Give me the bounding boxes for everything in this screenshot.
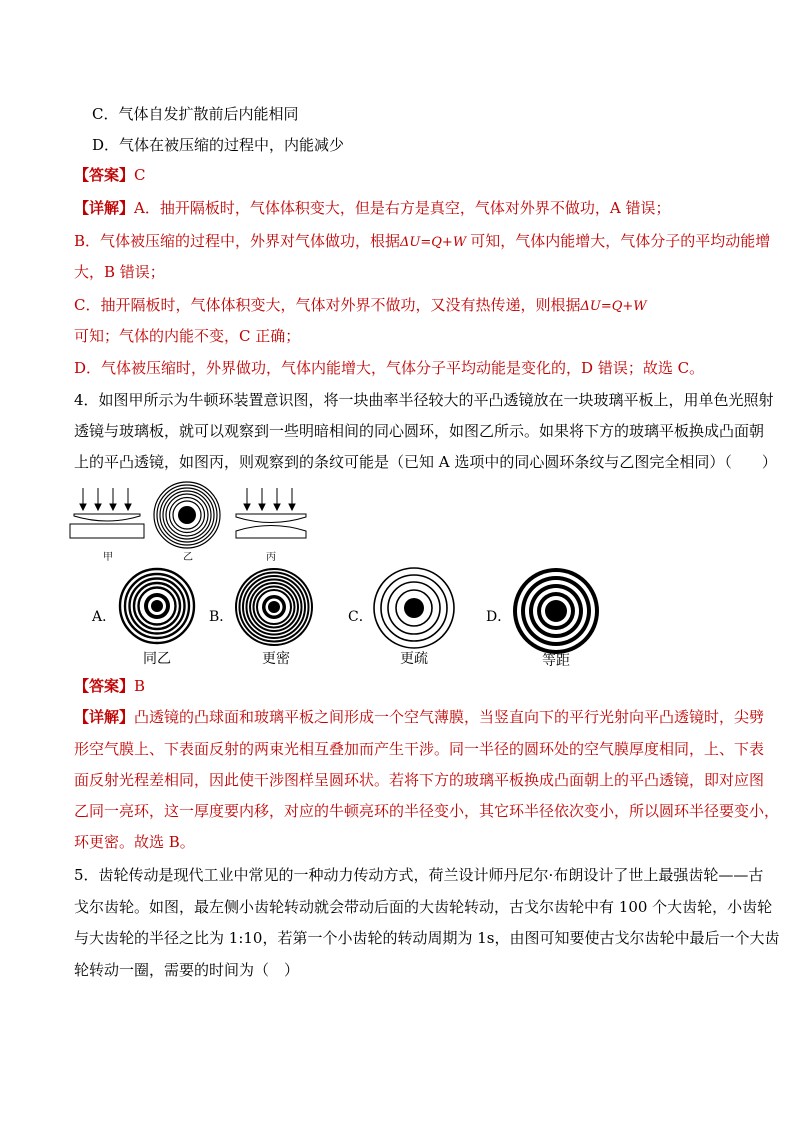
figure-jia-diagram (66, 486, 148, 542)
detail-c2: 可知；气体的内能不变，C 正确； (74, 327, 301, 345)
option-c-caption: 更疏 (400, 651, 428, 667)
option-b-rings[interactable] (233, 566, 315, 648)
q4-detail-1: 凸透镜的凸球面和玻璃平板之间形成一个空气薄膜，当竖直向下的平行光射向平凸透镜时，尖劈 (134, 708, 765, 726)
option-d-caption: 等距 (542, 653, 570, 669)
detail-a: A．抽开隔板时，气体体积变大，但是右方是真空，气体对外界不做功，A 错误； (134, 199, 671, 217)
option-b-letter[interactable]: B． (209, 609, 234, 625)
q4-detail-2: 形空气膜上、下表面反射的两束光相互叠加而产生干涉。同一半径的圆环处的空气膜厚度相同，上、下表 (74, 740, 765, 758)
detail-line-a (74, 198, 670, 218)
detail-line-b1 (74, 231, 770, 253)
option-c: C．气体自发扩散前后内能相同 (92, 105, 299, 123)
option-d-rings[interactable] (511, 566, 601, 656)
option-d-letter[interactable]: D． (486, 609, 512, 625)
detail-tag: 【详解】 (74, 199, 135, 217)
figure-label-jia: 甲 (103, 552, 113, 563)
option-b-caption: 更密 (262, 651, 290, 667)
detail-line-c1 (74, 295, 647, 317)
detail-c1-pre: C．抽开隔板时，气体体积变大，气体对外界不做功，又没有热传递，则根据 (74, 296, 581, 314)
q4-stem-3: 上的平凸透镜，如图丙，则观察到的条纹可能是（已知 A 选项中的同心圆环条纹与乙图完全相同）（ ） (74, 453, 777, 471)
option-a-letter[interactable]: A． (92, 609, 117, 625)
option-d: D．气体在被压缩的过程中，内能减少 (92, 136, 345, 154)
formula: ΔU=Q+W (400, 235, 467, 250)
q5-stem-3: 与大齿轮的半径之比为 1:10，若第一个小齿轮的转动周期为 1s，由图可知要使古戈尔齿轮中最后一个大齿 (74, 929, 780, 947)
answer-value: B (134, 677, 146, 695)
detail-b1-post: 可知，气体内能增大，气体分子的平均动能增 (470, 232, 771, 250)
detail-b1-pre: B．气体被压缩的过程中，外界对气体做功，根据 (74, 232, 401, 250)
answer-tag: 【答案】 (74, 166, 135, 184)
q4-detail-1-line (74, 707, 764, 727)
formula: ΔU=Q+W (580, 299, 647, 314)
q4-detail-4: 乙同一亮环，这一厚度要内移，对应的牛顿亮环的半径变小，其它环半径依次变小，所以圆环半径要变小， (74, 802, 780, 820)
q4-detail-3: 面反射光程差相同，因此使干涉图样呈圆环状。若将下方的玻璃平板换成凸面朝上的平凸透镜，即对应图 (74, 771, 765, 789)
q4-detail-5: 环更密。故选 B。 (74, 833, 195, 851)
figure-label-bing: 丙 (266, 552, 276, 563)
q4-stem-1: 4．如图甲所示为牛顿环装置意识图，将一块曲率半径较大的平凸透镜放在一块玻璃平板上，用单色光照射 (74, 391, 774, 409)
option-a-caption: 同乙 (143, 651, 171, 667)
q5-stem-2: 戈尔齿轮。如图，最左侧小齿轮转动就会带动后面的大齿轮转动，古戈尔齿轮中有 100 个大齿轮，小齿轮 (74, 898, 773, 916)
q4-stem-2: 透镜与玻璃板，就可以观察到一些明暗相间的同心圆环，如图乙所示。如果将下方的玻璃平板换成凸面朝 (74, 422, 765, 440)
detail-b2: 大，B 错误； (74, 263, 165, 281)
option-c-rings[interactable] (372, 566, 456, 650)
figure-bing-diagram (230, 486, 312, 542)
option-c-letter[interactable]: C． (348, 609, 373, 625)
answer-value: C (134, 166, 146, 184)
figure-label-yi: 乙 (183, 552, 193, 563)
option-a-rings[interactable] (117, 566, 197, 646)
answer-tag: 【答案】 (74, 677, 135, 695)
answer-line (74, 165, 146, 185)
figure-yi-rings (152, 480, 222, 550)
q5-stem-1: 5．齿轮传动是现代工业中常见的一种动力传动方式，荷兰设计师丹尼尔·布朗设计了世上最强齿轮——古 (74, 866, 764, 884)
detail-d: D．气体被压缩时，外界做功，气体内能增大，气体分子平均动能是变化的，D 错误；故选 C。 (74, 359, 705, 377)
q4-answer-line (74, 676, 145, 696)
detail-tag: 【详解】 (74, 708, 135, 726)
q5-stem-4: 轮转动一圈，需要的时间为（ ） (74, 961, 300, 979)
